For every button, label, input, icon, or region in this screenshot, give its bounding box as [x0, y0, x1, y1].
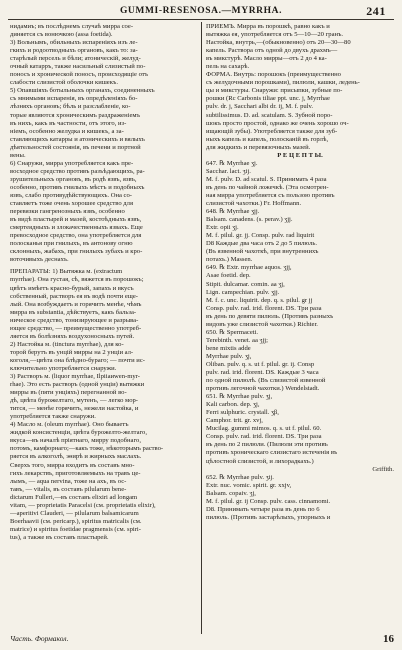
text-line: гкихъ и родоотводныхъ оргaновъ, какъ то: за- — [10, 47, 138, 55]
right-column — [206, 23, 394, 629]
text-line: (Въ язвенной чахоткѣ, при внутреннихъ — [206, 248, 319, 256]
text-line: 647. ℞ Myrrhae ʒj. — [206, 159, 258, 167]
part-label: Часть. Формакол. — [10, 634, 69, 643]
text-line: рошки (Rc Carbonis tiliae ppt. unc. j, Myrrhae — [206, 95, 330, 103]
text-line: ключительно употребляется снаружи. — [10, 364, 117, 372]
text-line: Oliban. pulv. q. s. ut f. pilul. gr. ij. Consp — [206, 360, 315, 368]
text-line: —aperitivi Clauderi, — pilularum balsamicarum — [10, 509, 139, 517]
text-line: тится, — менѣе горячитъ, нежели настойка, и — [10, 405, 139, 413]
text-line: dictarum Fulleri,—въ составъ elixiri ad longam — [10, 493, 138, 501]
page-footer — [10, 634, 394, 646]
text-line: потахъ.) Massen. — [206, 256, 253, 264]
text-line: 3) Вольнымъ, обильныхъ испареніяхъ изъ ле- — [10, 39, 138, 47]
text-line: въ день по 2 пилюли. (Пилюли эти противъ — [206, 441, 328, 449]
text-line: ставляющихъ катарры и атоническихъ и вялыхъ — [10, 135, 145, 143]
sheet-number: 16 — [383, 633, 394, 645]
page-number: 241 — [366, 4, 386, 18]
text-line: склонныхъ, жабахъ, при гнилыхъ зубахъ и кро- — [10, 248, 143, 256]
text-line: смертеядныхъ и злокачественныхъ язвахъ. Еще — [10, 224, 143, 232]
text-line: 5) Опавшіяхъ ботыльныхъ оргaнахъ, соединенныхъ — [10, 87, 155, 95]
text-line: ПРЕПАРАТЫ: 1) Вытяжка м. (extractum — [10, 268, 123, 276]
text-line: въ видѣ пластырей и мазей, костоѣдныхъ язвъ, — [10, 216, 142, 224]
text-line: 649. ℞ Extr. myrrhae aquos. ʒjj, — [206, 264, 292, 272]
text-line: цѣлостной слизистой, и лихорадкахъ.) — [206, 457, 314, 465]
text-line: очный катарръ, также насильный слизистый по- — [10, 63, 146, 71]
text-line: слабости слизистой оболочки кишекъ. — [10, 79, 118, 87]
text-line: 2) Настойка м. (tinctura myrrhae), для ко- — [10, 340, 124, 348]
text-line: шокъ просто простой, однако же очень хорошо оч- — [206, 119, 349, 127]
text-line: мирра въ substantia, дѣйствуетъ, какъ бальза- — [10, 308, 137, 316]
text-line: Griffith. — [372, 465, 394, 473]
text-line: Consp. pulv. rad. irid. florent. DS. Три раза — [206, 304, 322, 312]
text-line: Extr. nuc. vomic. spirit. gr. xxjv, — [206, 481, 292, 489]
text-line: капель. Раствора отъ одной до двухъ драхмъ— — [206, 47, 338, 55]
text-line: вытяжка ея, употребляется отъ 5—10—20 гранъ. — [206, 31, 344, 39]
text-line: гихъ лекарствъ, приготовляемыхъ на травъ це- — [10, 469, 141, 477]
text-line: перевязки гангренозныхъ язвъ, особенно — [10, 208, 125, 216]
text-line: Asae foetid. dep. — [206, 272, 251, 280]
text-line: Настойка, внутрь,—(обыкновенно) отъ 20—30—80 — [206, 39, 351, 47]
text-line: по одной пилюлѣ. (Въ слизистой язвенной — [206, 377, 326, 385]
text-line: Sacchar. lact. ʒij. — [206, 167, 251, 175]
text-line: 6) Снаружи, мирра употребляется какъ пре- — [10, 159, 134, 167]
text-line: видовъ уже слизистой чахотки.) Richter. — [206, 320, 318, 328]
text-line: язвъ, слабо противудѣйствующихъ. Она со- — [10, 191, 132, 199]
text-line: диняется съ вонючкою (assa foetida). — [10, 31, 113, 39]
text-line: лымъ, — aqua nervina, тоже на ахъ, въ ос- — [10, 477, 127, 485]
text-line: Balsam. copaiv. ʒj, — [206, 489, 256, 497]
text-line: ническое средство, тонизирующее и разрыва- — [10, 316, 139, 324]
text-line: пилюль. (Противъ застарѣлыхъ, упорныхъ и — [206, 513, 331, 521]
text-line: ніемъ, особенно желудка и кишекъ, а за- — [10, 127, 124, 135]
header-rule — [8, 19, 394, 20]
text-line: лый. Она возбуждаетъ и горячитъ менѣе, чѣмъ — [10, 300, 142, 308]
text-line: 650. ℞ Spermaceti. — [206, 328, 259, 336]
text-line: дѣ, цвѣта бурожелтаго, мутенъ, — легко мор- — [10, 397, 138, 405]
text-line: употребляется также снаружи. — [10, 413, 96, 421]
text-line: 648. ℞ Myrrhae ʒjj. — [206, 208, 260, 216]
text-line: Р Е Ц Е П Т Ы. — [277, 151, 323, 159]
text-line: M. f. pulv. D. ad scatul. S. Принимать 4 раза — [206, 175, 327, 183]
text-line: полосканья при гнилыхъ, въ антонову огню — [10, 240, 133, 248]
text-line: ПРИЕМЪ. Мирра въ порошкѣ, равно какъ и — [206, 23, 330, 30]
left-column — [10, 23, 196, 635]
text-line: Lign. campechian. pulv. ʒjj. — [206, 288, 280, 296]
text-line: Stipit. dulcamar. comin. aa ʒj, — [206, 280, 285, 288]
text-line: въ день по чайной ложечкѣ. (Эта осмотрен- — [206, 183, 329, 191]
text-line: myrrhae). Она густая, сѣ, вяжется въ порошокъ; — [10, 276, 144, 284]
text-line: Terebinth. venet. aa ʒjj; — [206, 336, 268, 344]
text-line: зрушительныхъ органовъ, въ родѣ язвъ, язвъ, — [10, 175, 137, 183]
text-line: ющее средство, — преимущественно употреб- — [10, 324, 142, 332]
text-line: съ мнимыми испаренія, въ опредѣленіяхъ бо- — [10, 95, 138, 103]
text-line: съ желудочными порошками), пилюли, кашки, ледень- — [206, 79, 360, 87]
text-line: ная мирра употребляется съ пользою противъ — [206, 191, 335, 199]
text-line: въ нихъ, какъ въ частности, отъ этого, из- — [10, 119, 127, 127]
text-line: старѣлый персель и бѣли; атоническій, желуд- — [10, 55, 141, 63]
text-line: ищающій зубы). Употребляется также для зуб- — [206, 127, 338, 135]
text-line: въ день по девяти пилюль. (Противъ разныхъ — [206, 312, 334, 320]
text-line: vitam, — proprietatis Paracelsi (см. proprietatis elixir), — [10, 501, 156, 509]
text-line: Сверхъ того, мирра входитъ въ составъ мно- — [10, 461, 135, 469]
text-line: лѣзняхъ органовъ; бѣль и разслабленіе, ко- — [10, 103, 131, 111]
text-line: восходное средство противъ разъѣдающихъ, ра- — [10, 167, 145, 175]
text-line: pulv. rad. irid. florent. DS. Каждые 3 часа — [206, 369, 319, 377]
text-line: ныхъ капель и капель, полосканій въ горлѣ, — [206, 135, 329, 143]
text-line: tus), а также въ составъ пластырей. — [10, 533, 109, 541]
text-line: Camphor. trit. gr. xvj, — [206, 417, 263, 425]
text-line: 652. ℞ Myrrhae pulv. ʒij. — [206, 473, 274, 481]
text-line: особенно, противъ гнилыхъ мѣстъ и подобныхъ — [10, 183, 145, 191]
text-line: M. f. c. unc. liquirit. dep. q. s. pilul. gr jj — [206, 296, 313, 304]
text-line: цвѣтъ имѣетъ красно-бурый, запахъ и вкусъ — [10, 284, 134, 292]
text-line: цы и микстуры. Снаружи: присыпки, зубные по- — [206, 87, 343, 95]
text-line: превосходное средство, она употребляется для — [10, 232, 142, 240]
text-line: ряется въ алкоголѣ, эѳирѣ и жирныхъ маслахъ. — [10, 453, 142, 461]
text-line: ставляетъ тоже очень хорошее средство для — [10, 200, 133, 208]
text-line: Consp. pulv. rad. irid. florent. DS. Три раза — [206, 433, 322, 441]
text-line: торые являются хроническимъ раздраженіемъ — [10, 111, 140, 119]
text-line: противъ легочной чахотки.) Wendelstadt. — [206, 385, 320, 393]
text-line: собственный, растворъ ея въ водѣ почти еще- — [10, 292, 138, 300]
column-divider — [201, 22, 202, 634]
text-line: торой берутъ въ унцій мирры на 2 унціи ал- — [10, 348, 134, 356]
text-line: коголя,—цвѣта она блѣдно-бураго; — почти ис- — [10, 356, 145, 364]
text-line: потомъ, камфорнаго;—какъ тоже, нѣкоторымъ раство- — [10, 445, 164, 453]
text-line: pulv. dr. j, Sacchari albi dr. ij, M. f. pulv. — [206, 103, 314, 111]
text-line: вкуса—въ началѣ пріятнаго, мирру подобнаго, — [10, 437, 141, 445]
text-line: дѣятельностей состоянія, въ печени и портной — [10, 143, 141, 151]
text-line: Myrrhae pulv. ʒj, — [206, 352, 252, 360]
text-line: вены. — [10, 151, 26, 159]
text-line: въ микстурѣ. Масло мирры—отъ 2 до 4 ка- — [206, 55, 327, 63]
text-line: слизистой чахотки.) Fr. Hoffmann. — [206, 200, 302, 208]
text-line: D8 Каждые два часа отъ 2 до 5 пилюль. — [206, 240, 318, 248]
text-line: нидамиъ; въ послѣднемъ случаѣ мирра сое- — [10, 23, 134, 30]
text-line: противъ хроническаго слизистаго истеченія въ — [206, 449, 338, 457]
text-line: Balsam. canadens. (s. perav.) ʒjj. — [206, 216, 293, 224]
text-line: воточивыхъ деснахъ. — [10, 256, 69, 264]
text-line: M. f. pilul. gr. ij Consp. pulv. cass. cinnamomi. — [206, 497, 331, 505]
text-line: bene mixtis adde — [206, 344, 251, 352]
text-line: пель на сахарѣ. — [206, 63, 250, 71]
text-line: тавъ, — vitalis, въ составъ pilularum bene- — [10, 485, 127, 493]
text-line: 3) Растворъ м. (liquor myrrhae, Ilpiiаиwen-myr- — [10, 373, 140, 381]
text-line: Mucilag. gummi mimos. q. s. ut f. pilul. 60. — [206, 425, 322, 433]
text-line: Extr. opii ʒj. — [206, 224, 239, 232]
text-line: жидкой консистенціи, цвѣта бурожелто-желтаго, — [10, 429, 148, 437]
text-line: ФОРМА. Внутрь: порошокъ (преимущественно — [206, 71, 341, 79]
text-line: для жидкихъ и перевязочныхъ мазей. — [206, 143, 311, 151]
text-line: мирры въ (пяти унціяхъ) перегнанной во- — [10, 389, 127, 397]
text-line: M. f. pilul. gr. jj. Consp. pulv. rad liquirit — [206, 232, 315, 240]
text-line: ляется въ болѣзняхъ воздухоносныхъ путей. — [10, 332, 135, 340]
text-line: 651. ℞ Myrrhae pulv. ʒj, — [206, 393, 273, 401]
text-line: matrice) и spiritus foetidae pragmensis (см. spiri- — [10, 525, 141, 533]
running-title: GUMMI-RESENOSA.—MYRRHA. — [119, 6, 283, 16]
text-line: subtilissimus. D. ad. scatulam. S. Зубной поро- — [206, 111, 333, 119]
text-line: Ferri sulphuric. crystall. ʒβ, — [206, 409, 279, 417]
text-line: 4) Масло м. (oleum myrrhae). Оно бываетъ — [10, 421, 129, 429]
text-line: rhae). Это есть растворъ (одной унціи) вытяжки — [10, 381, 145, 389]
text-line: D8. Принимать четыре раза въ день по 6 — [206, 505, 320, 513]
text-line: поносъ и хронической поносъ, происходящіе отъ — [10, 71, 149, 79]
text-line: Kali carbon. dep. ʒj, — [206, 401, 260, 409]
text-line: Boerhaavii (см. pericarp.), spiritus matricalis (см. — [10, 517, 142, 525]
